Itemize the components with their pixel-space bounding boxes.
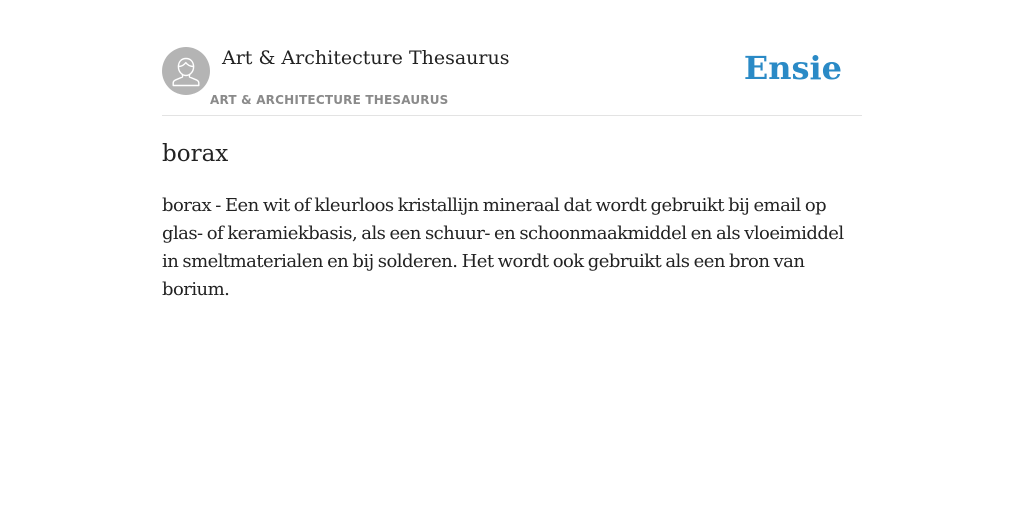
entry-description: borax - Een wit of kleurloos kristallijn mineraal dat wordt gebruikt bij email op glas- of keramiekbasis, als een schuur- en schoonmaakmiddel en als vloeimiddel in smeltmaterialen en bij solderen. Het wordt ook gebruikt als een bron van borium.: [162, 195, 844, 300]
author-name[interactable]: Art & Architecture Thesaurus: [222, 47, 510, 69]
category-link[interactable]: ART & ARCHITECTURE THESAURUS: [210, 93, 449, 107]
entry-header: [162, 0, 862, 116]
avatar[interactable]: [162, 47, 210, 95]
ensie-logo[interactable]: Ensie: [743, 49, 842, 87]
user-silhouette-icon: [162, 47, 210, 95]
entry-title: borax: [162, 141, 229, 167]
